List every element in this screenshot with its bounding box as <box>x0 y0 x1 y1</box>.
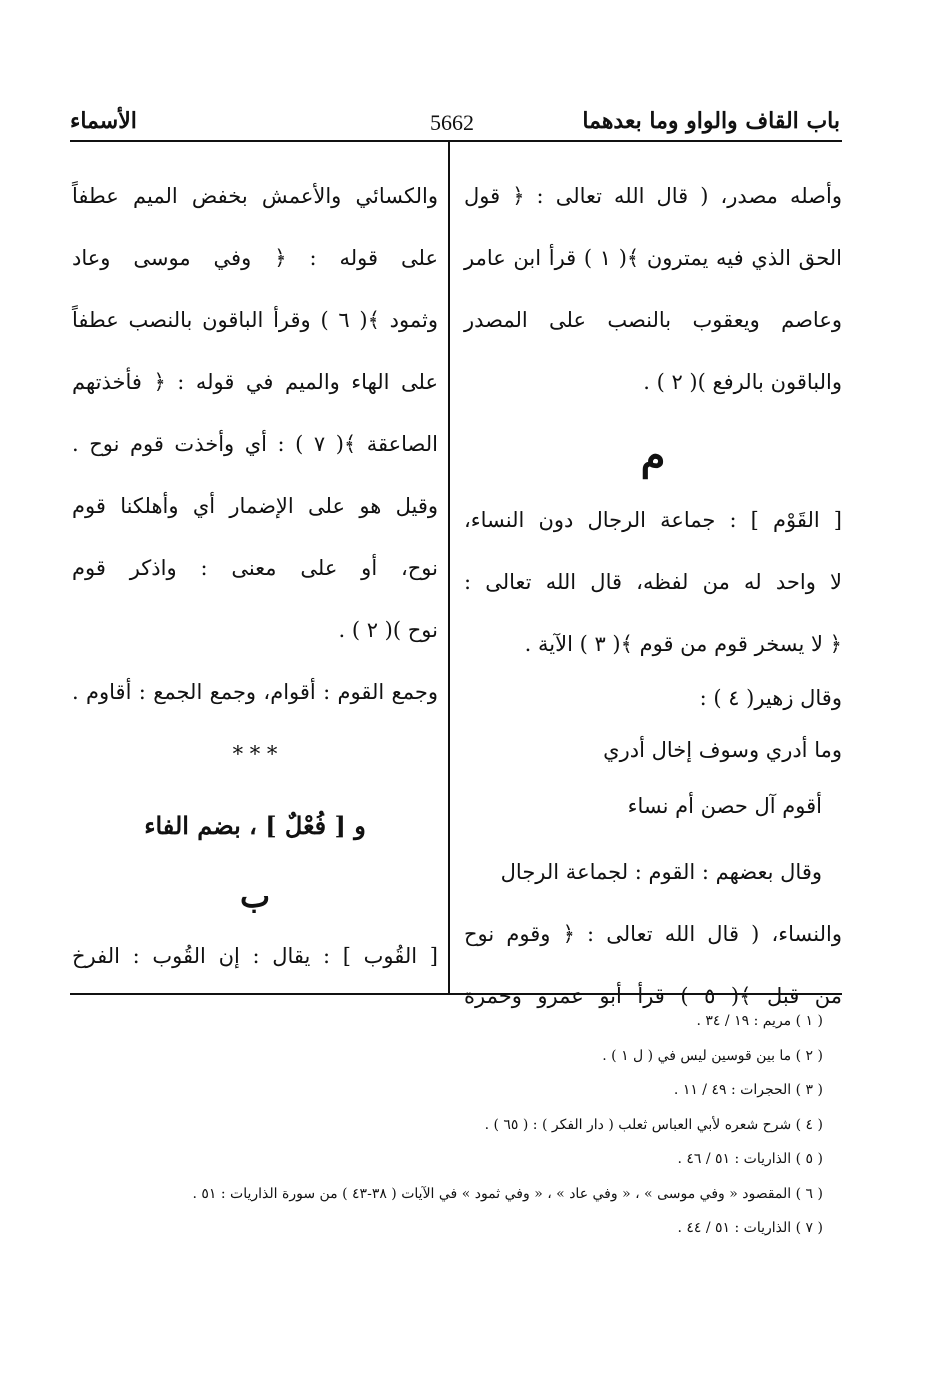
column-divider <box>448 141 450 993</box>
text-line: نوح )( ٢ ) . <box>338 618 438 642</box>
section-heading: و [ فُعْلٌ ] ، بضم الفاء <box>144 811 366 840</box>
text-line: وقيل هو على الإضمار أي وأهلكنا قوم <box>72 494 438 518</box>
header-rule <box>70 140 842 142</box>
text-line: وأصله مصدر، ( قال الله تعالى : ﴿ قول <box>464 184 842 208</box>
section-title: الأسماء <box>70 108 137 134</box>
text-line: الصاعقة ﴾( ٧ ) : أي وأخذت قوم نوح . <box>72 432 438 456</box>
section-letter: م <box>640 432 666 479</box>
text-line: لا واحد له من لفظه، قال الله تعالى : <box>464 570 842 594</box>
footnote: ( ٢ ) ما بين قوسين ليس في ( ل ١ ) . <box>602 1047 823 1064</box>
footnote: ( ٦ ) المقصود « وفي موسى » ، « وفي عاد » ، « وفي ثمود » في الآيات ( ٣٨-٤٣ ) من سورة الذاريات : ٥١ . <box>192 1185 823 1202</box>
separator-stars: * * * <box>232 742 278 766</box>
text-line: على الهاء والميم في قوله : ﴿ فأخذتهم <box>72 370 438 394</box>
text-line: وثمود ﴾( ٦ ) وقرأ الباقون بالنصب عطفاً <box>72 308 438 332</box>
text-line: وجمع القوم : أقوام، وجمع الجمع : أقاوم . <box>72 680 438 704</box>
text-line: من قبل ﴾( ٥ ) قرأ أبو عمرو وحمزة <box>464 984 842 1008</box>
text-line: [ القُوب ] : يقال : إن القُوب : الفرخ <box>72 944 438 968</box>
page-header <box>70 108 840 148</box>
text-line: على قوله : ﴿ وفي موسى وعاد <box>72 246 438 270</box>
poem-verse: وما أدري وسوف إخال أدري <box>603 738 842 762</box>
page-number: 5662 <box>430 110 474 135</box>
chapter-title: باب القاف والواو وما بعدهما <box>582 108 840 134</box>
footnote: ( ٤ ) شرح شعره لأبي العباس ثعلب ( دار الفكر ) : ( ٦٥ ) . <box>484 1116 823 1133</box>
text-line: وعاصم ويعقوب بالنصب على المصدر <box>464 308 842 332</box>
text-line: والكسائي والأعمش بخفض الميم عطفاً <box>72 184 438 208</box>
text-line: ﴿ لا يسخر قوم من قوم ﴾( ٣ ) الآية . <box>524 632 842 656</box>
text-line: وقال بعضهم : القوم : لجماعة الرجال <box>500 860 822 884</box>
footnote: ( ١ ) مريم : ١٩ / ٣٤ . <box>696 1013 823 1029</box>
section-letter: ب <box>239 877 271 915</box>
poem-verse: أقوم آل حصن أم نساء <box>627 794 822 818</box>
footnote: ( ٧ ) الذاريات : ٥١ / ٤٤ . <box>677 1220 823 1236</box>
footnote: ( ٥ ) الذاريات : ٥١ / ٤٦ . <box>677 1151 823 1167</box>
text-line: [ القَوْم ] : جماعة الرجال دون النساء، <box>464 508 842 532</box>
right-column <box>464 168 842 1030</box>
text-line: وقال زهير( ٤ ) : <box>699 686 842 710</box>
text-line: والباقون بالرفع )( ٢ ) . <box>643 370 842 394</box>
footnotes <box>103 1004 823 1246</box>
text-line: الحق الذي فيه يمترون ﴾( ١ ) قرأ ابن عامر <box>464 246 842 270</box>
text-line: والنساء، ( قال الله تعالى : ﴿ وقوم نوح <box>464 922 842 946</box>
left-column <box>72 168 438 990</box>
text-line: نوح، أو على معنى : واذكر قوم <box>72 556 438 580</box>
footnote: ( ٣ ) الحجرات : ٤٩ / ١١ . <box>673 1082 823 1098</box>
